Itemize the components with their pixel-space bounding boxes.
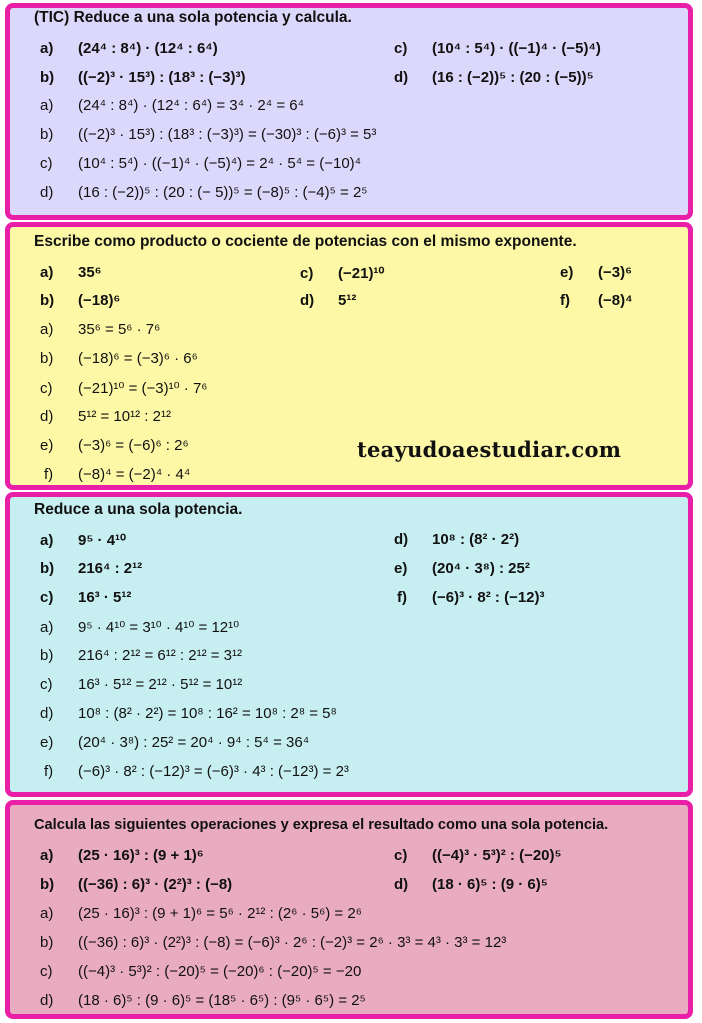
solution-2a: a) 35⁶ = 5⁶ · 7⁶: [40, 321, 161, 338]
exercise-2e: e) (−3)⁶: [560, 264, 632, 281]
exercise-2a: a) 35⁶: [40, 264, 102, 281]
solution-3e: e) (20⁴ · 3⁸) : 25² = 20⁴ · 9⁴ : 5⁴ = 36⁴: [40, 734, 310, 751]
solution-3c: c) 16³ · 5¹² = 2¹² · 5¹² = 10¹²: [40, 676, 243, 693]
exercise-3b: b) 216⁴ : 2¹²: [40, 560, 143, 577]
solution-4b: b) ((−36) : 6)³ · (2²)³ : (−8) = (−6)³ · 2⁶ : (−2)³ = 2⁶ · 3³ = 4³ · 3³ = 12³: [40, 934, 507, 951]
exercise-4a: a) (25 · 16)³ : (9 + 1)⁶: [40, 847, 204, 864]
solution-3a: a) 9⁵ · 4¹⁰ = 3¹⁰ · 4¹⁰ = 12¹⁰: [40, 619, 240, 636]
solution-3f: f) (−6)³ · 8² : (−12)³ = (−6)³ · 4³ : (−12³) = 2³: [44, 763, 349, 780]
solution-1d: d) (16 : (−2))⁵ : (20 : (− 5))⁵ = (−8)⁵ : (−4)⁵ = 2⁵: [40, 184, 368, 201]
solution-2f: f) (−8)⁴ = (−2)⁴ · 4⁴: [44, 466, 191, 483]
exercise-1a: a) (24⁴ : 8⁴) · (12⁴ : 6⁴): [40, 40, 218, 57]
watermark-logo-text: teayudoaestudiar.com: [357, 437, 622, 462]
solution-2b: b) (−18)⁶ = (−3)⁶ · 6⁶: [40, 350, 198, 367]
solution-1c: c) (10⁴ : 5⁴) · ((−1)⁴ · (−5)⁴) = 2⁴ · 5⁴ = (−10)⁴: [40, 155, 362, 172]
exercise-2c: c) (−21)¹⁰: [300, 265, 385, 282]
exercise-3f: f) (−6)³ · 8² : (−12)³: [397, 589, 545, 606]
exercise-4c: c) ((−4)³ · 5³)² : (−20)⁵: [394, 847, 562, 864]
block-2-title: Escribe como producto o cociente de potencias con el mismo exponente.: [34, 233, 577, 250]
solution-1a: a) (24⁴ : 8⁴) · (12⁴ : 6⁴) = 3⁴ · 2⁴ = 6⁴: [40, 97, 305, 114]
solution-2c: c) (−21)¹⁰ = (−3)¹⁰ · 7⁶: [40, 380, 208, 397]
exercise-3d: d) 10⁸ : (8² · 2²): [394, 531, 520, 548]
solution-4d: d) (18 · 6)⁵ : (9 · 6)⁵ = (18⁵ · 6⁵) : (9⁵ · 6⁵) = 2⁵: [40, 992, 366, 1009]
exercise-4b: b) ((−36) : 6)³ · (2²)³ : (−8): [40, 876, 233, 893]
exercise-3a: a) 9⁵ · 4¹⁰: [40, 532, 127, 549]
block-4-title: Calcula las siguientes operaciones y expresa el resultado como una sola potencia.: [34, 817, 609, 833]
solution-2d: d) 5¹² = 10¹² : 2¹²: [40, 408, 171, 425]
solution-3b: b) 216⁴ : 2¹² = 6¹² : 2¹² = 3¹²: [40, 647, 242, 664]
solution-3d: d) 10⁸ : (8² · 2²) = 10⁸ : 16² = 10⁸ : 2⁸ = 5⁸: [40, 705, 337, 722]
exercise-4d: d) (18 · 6)⁵ : (9 · 6)⁵: [394, 876, 548, 893]
exercise-2f: f) (−8)⁴: [560, 292, 633, 309]
exercise-1d: d) (16 : (−2))⁵ : (20 : (−5))⁵: [394, 69, 594, 86]
block-3-title: Reduce a una sola potencia.: [34, 501, 243, 518]
solution-2e: e) (−3)⁶ = (−6)⁶ : 2⁶: [40, 437, 189, 454]
exercise-2b: b) (−18)⁶: [40, 292, 121, 309]
block-1-title: (TIC) Reduce a una sola potencia y calcula.: [34, 9, 352, 26]
exercise-1c: c) (10⁴ : 5⁴) · ((−1)⁴ · (−5)⁴): [394, 40, 601, 57]
exercise-1b: b) ((−2)³ · 15³) : (18³ : (−3)³): [40, 69, 246, 86]
exercise-3c: c) 16³ · 5¹²: [40, 589, 132, 606]
exercise-2d: d) 5¹²: [300, 292, 357, 309]
solution-4c: c) ((−4)³ · 5³)² : (−20)⁵ = (−20)⁶ : (−20)⁵ = −20: [40, 963, 362, 980]
solution-4a: a) (25 · 16)³ : (9 + 1)⁶ = 5⁶ · 2¹² : (2⁶ · 5⁶) = 2⁶: [40, 905, 362, 922]
exercise-3e: e) (20⁴ · 3⁸) : 25²: [394, 560, 530, 577]
solution-1b: b) ((−2)³ · 15³) : (18³ : (−3)³) = (−30)³ : (−6)³ = 5³: [40, 126, 377, 143]
